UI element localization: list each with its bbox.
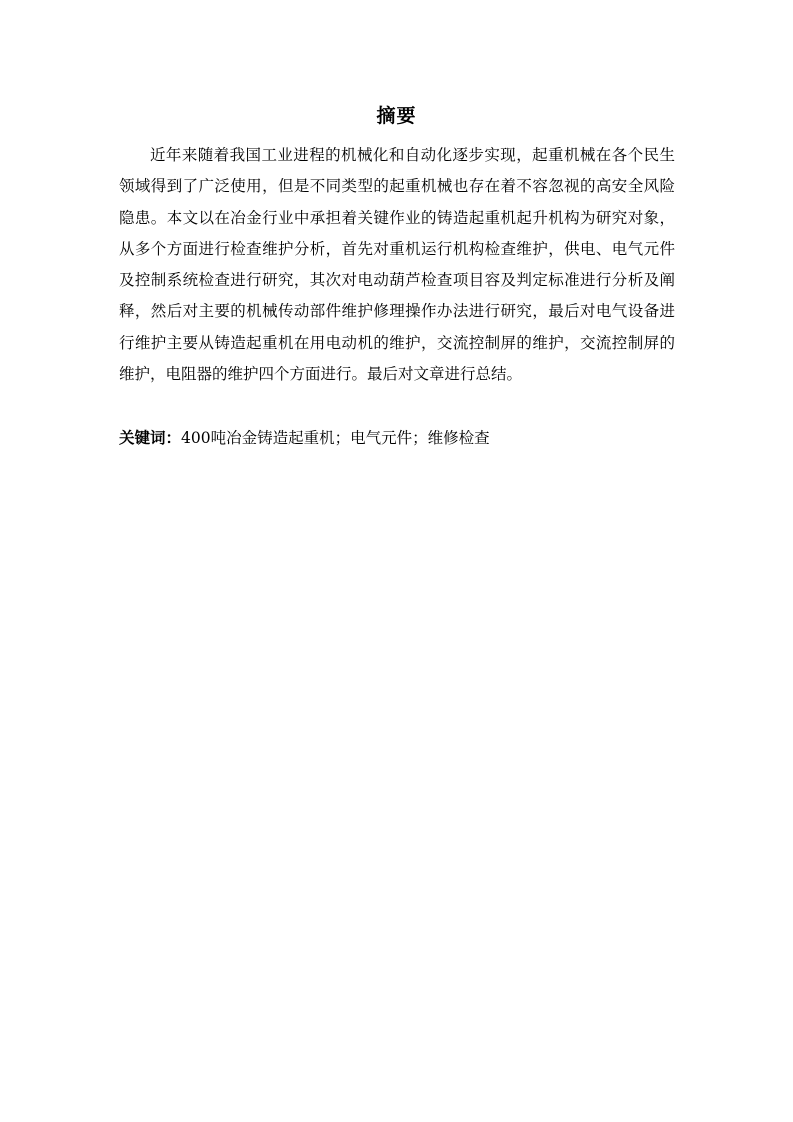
abstract-body: 近年来随着我国工业进程的机械化和自动化逐步实现，起重机械在各个民生领域得到了广泛使用，但是不同类型的起重机械也存在着不容忽视的高安全风险隐患。本文以在冶金行业中承担着关键作业的铸造起重机起升机构为研究对象，从多个方面进行检查维护分析，首先对重机运行机构检查维护，供电、电气元件及控制系统检查进行研究，其次对电动葫芦检查项目容及判定标准进行分析及阐释，然后对主要的机械传动部件维护修理操作办法进行研究，最后对电气设备进行维护主要从铸造起重机在用电动机的维护，交流控制屏的维护，交流控制屏的维护，电阻器的维护四个方面进行。最后对文章进行总结。 — [119, 146, 675, 384]
abstract-title: 摘要 — [376, 105, 417, 127]
keywords-label: 关键词： — [119, 429, 182, 447]
keywords-text: 400吨冶金铸造起重机；电气元件；维修检查 — [181, 429, 490, 447]
keywords-line — [119, 424, 675, 452]
